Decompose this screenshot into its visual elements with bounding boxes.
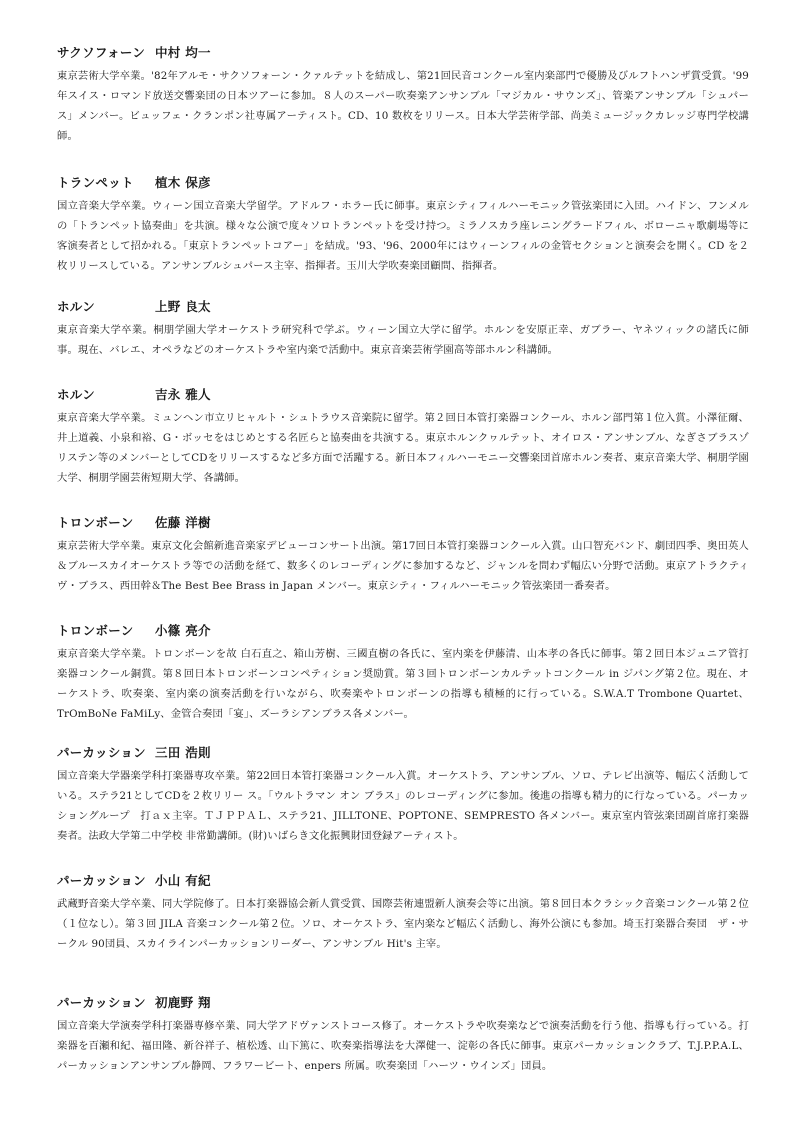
- profile-entry: [57, 994, 749, 1076]
- profile-heading: [57, 174, 749, 192]
- performer-name: 吉永 雅人: [155, 387, 211, 402]
- profile-entry: [57, 174, 749, 276]
- profile-entry: [57, 298, 749, 360]
- profile-heading: [57, 44, 749, 62]
- instrument-label: パーカッション: [57, 745, 146, 760]
- profile-bio: 東京音楽大学卒業。ミュンヘン市立リヒャルト・シュトラウス音楽院に留学。第２回日本管打楽器コンクール、ホルン部門第１位入賞。小澤征爾、井上道義、小泉和裕、G・ボッセをはじめとする名匠らと協奏曲を共演する。東京ホルンクヮルテット、オイロス・アンサンブル、なぎさブラスゾリステン等のメンバーとしてCDをリリースするなど多方面で活躍する。新日本フィルハーモニー交響楽団首席ホルン奏者、東京音楽大学、桐朋学園大学、桐朋学園芸術短期大学、各講師。: [57, 412, 749, 484]
- performer-name: 小山 有紀: [155, 873, 211, 888]
- profile-heading: [57, 386, 749, 404]
- profile-bio: 国立音楽大学卒業。ウィーン国立音楽大学留学。アドルフ・ホラー氏に師事。東京シティフィルハーモニック管弦楽団に入団。ハイドン、フンメルの「トランペット協奏曲」を共演。様々な公演で度々ソロトランペットを受け持つ。ミラノスカラ座レニングラードフィル、ボローニャ歌劇場等に客演奏者として招かれる。「東京トランペットコアー」を結成。'93、'96、2000年にはウィーンフィルの金管セクションと演奏会を開く。CD を２枚リリースしている。アンサンブルシュパース主宰、指揮者。玉川大学吹奏楽団顧問、指揮者。: [57, 200, 749, 272]
- performer-name: 小篠 亮介: [155, 623, 211, 638]
- instrument-label: トロンボーン: [57, 623, 134, 638]
- instrument-label: パーカッション: [57, 873, 146, 888]
- profile-bio: 東京芸術大学卒業。'82年アルモ・サクソフォーン・クァルテットを結成し、第21回民音コンクール室内楽部門で優勝及びルフトハンザ賞受賞。'99年スイス・ロマンド放送交響楽団の日本ツアーに参加。８人のスーパー吹奏楽アンサンブル「マジカル・サウンズ」、管楽アンサンブル「シュパース」メンバー。ビュッフェ・クランポン社専属アーティスト。CD、10 数枚をリリース。日本大学芸術学部、尚美ミュージックカレッジ専門学校講師。: [57, 70, 749, 142]
- profile-entry: [57, 44, 749, 146]
- performer-name: 佐藤 洋樹: [155, 515, 211, 530]
- performer-name: 三田 浩則: [155, 745, 211, 760]
- performer-name: 中村 均一: [155, 45, 211, 60]
- instrument-label: トロンボーン: [57, 515, 134, 530]
- profile-heading: [57, 298, 749, 316]
- profile-heading: [57, 514, 749, 532]
- profile-entry: [57, 386, 749, 488]
- profile-page: [57, 0, 749, 1130]
- instrument-label: ホルン: [57, 387, 96, 402]
- profile-bio: 東京音楽大学卒業。トロンボーンを故 白石直之、箱山芳樹、三國直樹の各氏に、室内楽を伊藤清、山本孝の各氏に師事。第２回日本ジュニア管打楽器コンクール銅賞。第８回日本トロンボーンコンペティション奨励賞。第３回トロンボーンカルテットコンクール in ジパング第２位。現在、オーケストラ、吹奏楽、室内楽の演奏活動を行いながら、吹奏楽やトロンボーンの指導も積極的に行っている。S.W.A.T Trombone Quartet、TrOmBoNe FaMiLy、金管合奏団「宴」、ズーラシアンブラス各メンバー。: [57, 648, 749, 720]
- profile-bio: 東京芸術大学卒業。東京文化会館新進音楽家デビューコンサート出演。第17回日本管打楽器コンクール入賞。山口智充バンド、劇団四季、奥田英人＆ブルースカイオーケストラ等での活動を経て、数多くのレコーディングに参加するなど、ジャンルを問わず幅広い分野で活動。東京アトラクティヴ・ブラス、西田幹＆The Best Bee Brass in Japan メンバー。東京シティ・フィルハーモニック管弦楽団一番奏者。: [57, 540, 749, 592]
- profile-entry: [57, 622, 749, 724]
- instrument-label: サクソフォーン: [57, 45, 146, 60]
- performer-name: 上野 良太: [155, 299, 211, 314]
- profile-heading: [57, 744, 749, 762]
- instrument-label: パーカッション: [57, 995, 146, 1010]
- profile-heading: [57, 872, 749, 890]
- instrument-label: ホルン: [57, 299, 96, 314]
- profile-heading: [57, 994, 749, 1012]
- performer-name: 植木 保彦: [155, 175, 211, 190]
- profile-entry: [57, 872, 749, 954]
- profile-entry: [57, 744, 749, 846]
- profile-bio: 国立音楽大学器楽学科打楽器専攻卒業。第22回日本管打楽器コンクール入賞。オーケストラ、アンサンブル、ソロ、テレビ出演等、幅広く活動している。ステラ21としてCDを２枚リリー ス。「ウルトラマン オン ブラス」のレコーディングに参加。後進の指導も精力的に行なっている。パーカッショングループ 打ａｘ主宰。ＴＪＰＰＡＬ、ステラ21、JILLTONE、POPTONE、SEMPRESTO 各メンバー。東京室内管弦楽団副首席打楽器奏者。法政大学第二中学校 非常勤講師。(財)いばらき文化振興財団登録アーティスト。: [57, 770, 749, 842]
- profile-bio: 国立音楽大学演奏学科打楽器専修卒業、同大学アドヴァンストコース修了。オーケストラや吹奏楽などで演奏活動を行う他、指導も行っている。打楽器を百瀬和紀、福田隆、新谷祥子、植松透、山下篤に、吹奏楽指導法を大澤健一、淀彰の各氏に師事。東京パーカッションクラブ、T.J.P.P.A.L、パーカッションアンサンブル静岡、フラワービート、enpers 所属。吹奏楽団「ハーツ・ウインズ」団員。: [57, 1020, 749, 1072]
- performer-name: 初鹿野 翔: [155, 995, 211, 1010]
- profile-bio: 武蔵野音楽大学卒業、同大学院修了。日本打楽器協会新人賞受賞、国際芸術連盟新人演奏会等に出演。第８回日本クラシック音楽コンクール第２位（１位なし）。第３回 JILA 音楽コンクール第２位。ソロ、オーケストラ、室内楽など幅広く活動し、海外公演にも参加。埼玉打楽器合奏団 ザ・サークル 90団員、スカイラインパーカッションリーダー、アンサンブル Hit's 主宰。: [57, 898, 749, 950]
- profile-bio: 東京音楽大学卒業。桐朋学園大学オーケストラ研究科で学ぶ。ウィーン国立大学に留学。ホルンを安原正幸、ガブラー、ヤネツィックの諸氏に師事。現在、バレエ、オペラなどのオーケストラや室内楽で活動中。東京音楽芸術学園高等部ホルン科講師。: [57, 324, 749, 356]
- profile-heading: [57, 622, 749, 640]
- profile-entry: [57, 514, 749, 596]
- instrument-label: トランペット: [57, 175, 134, 190]
